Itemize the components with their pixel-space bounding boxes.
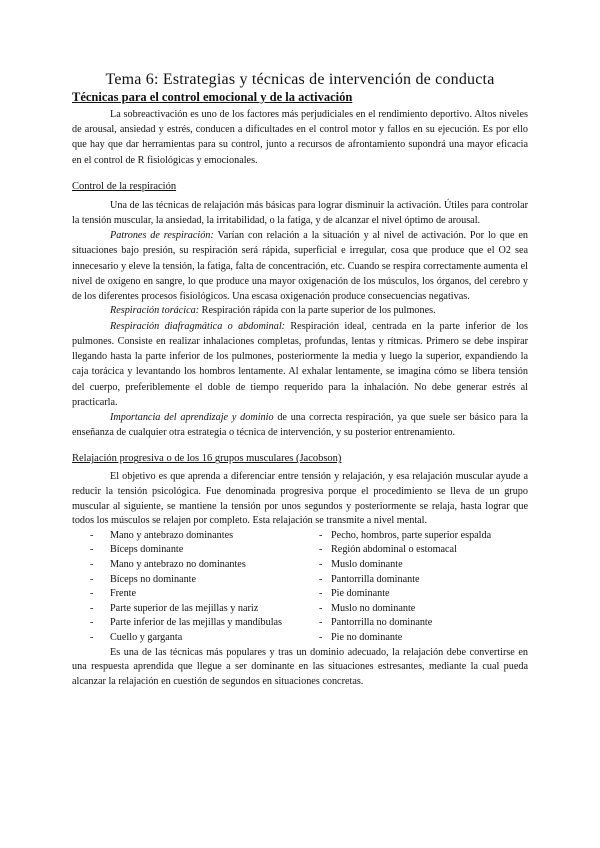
list-item: - Parte superior de las mejillas y nariz — [90, 602, 259, 614]
italic-lead: Respiración torácica: — [110, 305, 200, 317]
list-item: - Frente — [90, 588, 137, 600]
page-title: Tema 6: Estrategias y técnicas de intervención de conducta — [105, 71, 495, 88]
document-page — [72, 70, 528, 689]
list-left — [72, 529, 319, 646]
list-item: - Muslo no dominante — [319, 602, 416, 614]
list-item: - Parte inferior de las mejillas y mandíbulas — [90, 617, 283, 629]
paragraph: Patrones de respiración: Varían con relación a la situación y al nivel de activación. Por lo que en situaciones bajo presión, su respiración será rápida, superficial e irregular, cosa que produce que el O2 sea innecesario y eleve la tensión, la fatiga, falta de concentración, etc. Cuando se respira correctamente aumenta el nivel de oxígeno en sangre, lo que produce una mayor oxigenación de los músculos, los órganos, del cerebro y de los diferentes procesos fisiológicos. Una escasa oxigenación produce consecuencias negativas. — [72, 230, 528, 303]
list-item: - Pecho, hombros, parte superior espalda — [319, 529, 492, 541]
paragraph: Respiración torácica: Respiración rápida con la parte superior de los pulmones. — [110, 305, 436, 317]
list-item: - Bíceps no dominante — [90, 573, 197, 585]
list-item: - Pie dominante — [319, 588, 390, 600]
paragraph: Importancia del aprendizaje y dominio de una correcta respiración, ya que suele ser básico para la enseñanza de cualquier otra estrategia o técnica de intervención, y su posterior entrenamiento. — [72, 412, 529, 439]
paragraph: Es una de las técnicas más populares y tras un dominio adecuado, la relajación debe convertirse en una respuesta aprendida que llegue a ser dominante en las situaciones estresantes, mediante la cual pueda alcanzar la relajación en cuestión de segundos en situaciones concretas. — [72, 646, 528, 687]
section-heading: Técnicas para el control emocional y de la activación — [72, 90, 353, 104]
list-item: - Cuello y garganta — [90, 631, 183, 643]
italic-lead: Patrones de respiración: — [110, 230, 214, 242]
list-item: - Pie no dominante — [319, 631, 403, 643]
list-item: - Mano y antebrazo no dominantes — [90, 559, 246, 571]
intro-paragraph: La sobreactivación es uno de los factores más perjudiciales en el rendimiento deportivo. Altos niveles de arousal, ansiedad y estrés, conducen a dificultades en el control motor y fallos en su ejecución. Es por ello que hay que dar herramientas para su control, junto a recursos de afrontamiento supondrá una mayor eficacia en el control de R fisiológicas y emocionales. — [72, 109, 528, 166]
list-item: - Pantorrilla dominante — [319, 573, 420, 585]
paragraph: Respiración diafragmática o abdominal: Respiración ideal, centrada en la parte inferior de los pulmones. Consiste en realizar inhalaciones completas, profundas, lentas y rítmicas. Primero se debe inspirar llegando hasta la parte inferior de los pulmones, posteriormente la media y luego la superior, expandiendo la caja torácica y levantando los hombros lentamente. Al exhalar lentamente, se imagina cómo se libera tensión del cuerpo, preferiblemente el doble de tiempo requerido para la inhalación. No debe generar estrés al practicarla. — [72, 320, 528, 408]
subsection-heading-respiration: Control de la respiración — [72, 180, 177, 192]
list-item: - Muslo dominante — [319, 559, 403, 571]
italic-lead: Importancia del aprendizaje y dominio — [110, 412, 274, 424]
paragraph: El objetivo es que aprenda a diferenciar entre tensión y relajación, y esa relajación muscular ayude a reducir la tensión psicológica. Fue denominada progresiva porque el procedimiento se lleva de un grupo muscular al siguiente, se mantiene la tensión por unos segundos y posteriormente se relaja, hasta lograr que todos los músculos se relajen por completo. Esta relajación se transmite a nivel mental. — [72, 471, 528, 527]
list-item: - Región abdominal o estomacal — [319, 544, 457, 556]
list-item: - Mano y antebrazo dominantes — [90, 529, 234, 541]
list-item: - Pantorrilla no dominante — [319, 617, 433, 629]
paragraph: Una de las técnicas de relajación más básicas para lograr disminuir la activación. Útiles para controlar la tensión muscular, la ansiedad, la irritabilidad, o la fatiga, y de alcanzar el nivel óptimo de arousal. — [72, 199, 528, 227]
list-item: - Bíceps dominante — [90, 544, 184, 556]
muscle-group-list — [72, 529, 528, 646]
italic-lead: Respiración diafragmática o abdominal: — [110, 320, 286, 332]
list-right — [319, 529, 528, 646]
subsection-heading-relaxation: Relajación progresiva o de los 16 grupos musculares (Jacobson) — [72, 453, 342, 465]
